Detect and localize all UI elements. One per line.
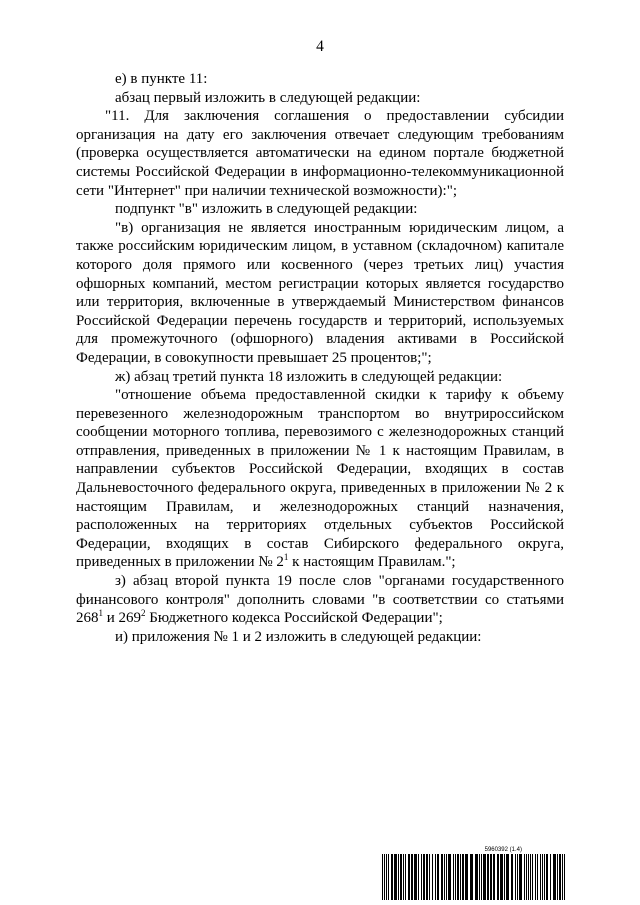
paragraph-item-z-text: з) абзац второй пункта 19 после слов "органами государственного финансового контроля" дополнить словами "в соответствии со статьями 268 [76, 573, 564, 627]
barcode-block [382, 846, 566, 900]
document-body [76, 70, 564, 646]
superscript: 1 [98, 608, 103, 619]
paragraph-item-i: и) приложения № 1 и 2 изложить в следующей редакции: [115, 628, 482, 645]
paragraph-item-e: е) в пункте 11: [115, 71, 208, 87]
paragraph-quote-ratio [76, 386, 564, 572]
paragraph-quote-v: "в) организация не является иностранным юридическим лицом, а также российским юридическим лицом, в уставном (складочном) капитале которого доля прямого или косвенного (через третьих лиц) участия офшорных компаний, местом регистрации которых является государство или территория, включенные в утверждаемый Министерством финансов Российской Федерации перечень государств и территорий, используемых для промежуточного (офшорного) владения активами в Российской Федерации, в совокупности превышает 25 процентов;"; [76, 219, 564, 366]
paragraph-instruction-2: подпункт "в" изложить в следующей редакции: [115, 201, 418, 218]
paragraph-item-z [76, 572, 564, 628]
paragraph-quote-ratio-text: "отношение объема предоставленной скидки к тарифу к объему перевезенного железнодорожным транспортом во внутрироссийском сообщении моторного топлива, перевозимого с железнодорожных станций отправления, приведенных в приложении № 1 к настоящим Правилам, в направлении субъектов Российской Федерации, входящих в состав Дальневосточного федерального округа, приведенных в приложении № 2 к настоящим Правилам, и железнодорожных станций назначения, расположенных на территориях отдельных субъектов Российской Федерации, входящих в состав Сибирского федерального округа, приведенных в приложении № 2 [76, 387, 564, 571]
paragraph-quote-11: "11. Для заключения соглашения о предоставлении субсидии организация на дату его заключения отвечает следующим требованиям (проверка осуществляется автоматически на едином портале бюджетной системы Российской Федерации в информационно-телекоммуникационной сети "Интернет" при наличии технической возможности):"; [76, 108, 564, 199]
paragraph-item-z-text: Бюджетного кодекса Российской Федерации"; [145, 610, 443, 627]
barcode-code: 5960392 (1.4) [484, 847, 522, 853]
paragraph-quote-ratio-end: к настоящим Правилам."; [288, 554, 456, 571]
page-number: 4 [316, 38, 324, 55]
barcode-icon [382, 854, 566, 900]
paragraph-item-zh: ж) абзац третий пункта 18 изложить в следующей редакции: [115, 368, 503, 385]
superscript: 2 [141, 608, 146, 619]
paragraph-item-z-text: и 269 [103, 610, 142, 627]
superscript: 1 [283, 552, 289, 563]
paragraph-instruction-1: абзац первый изложить в следующей редакции: [115, 89, 421, 106]
